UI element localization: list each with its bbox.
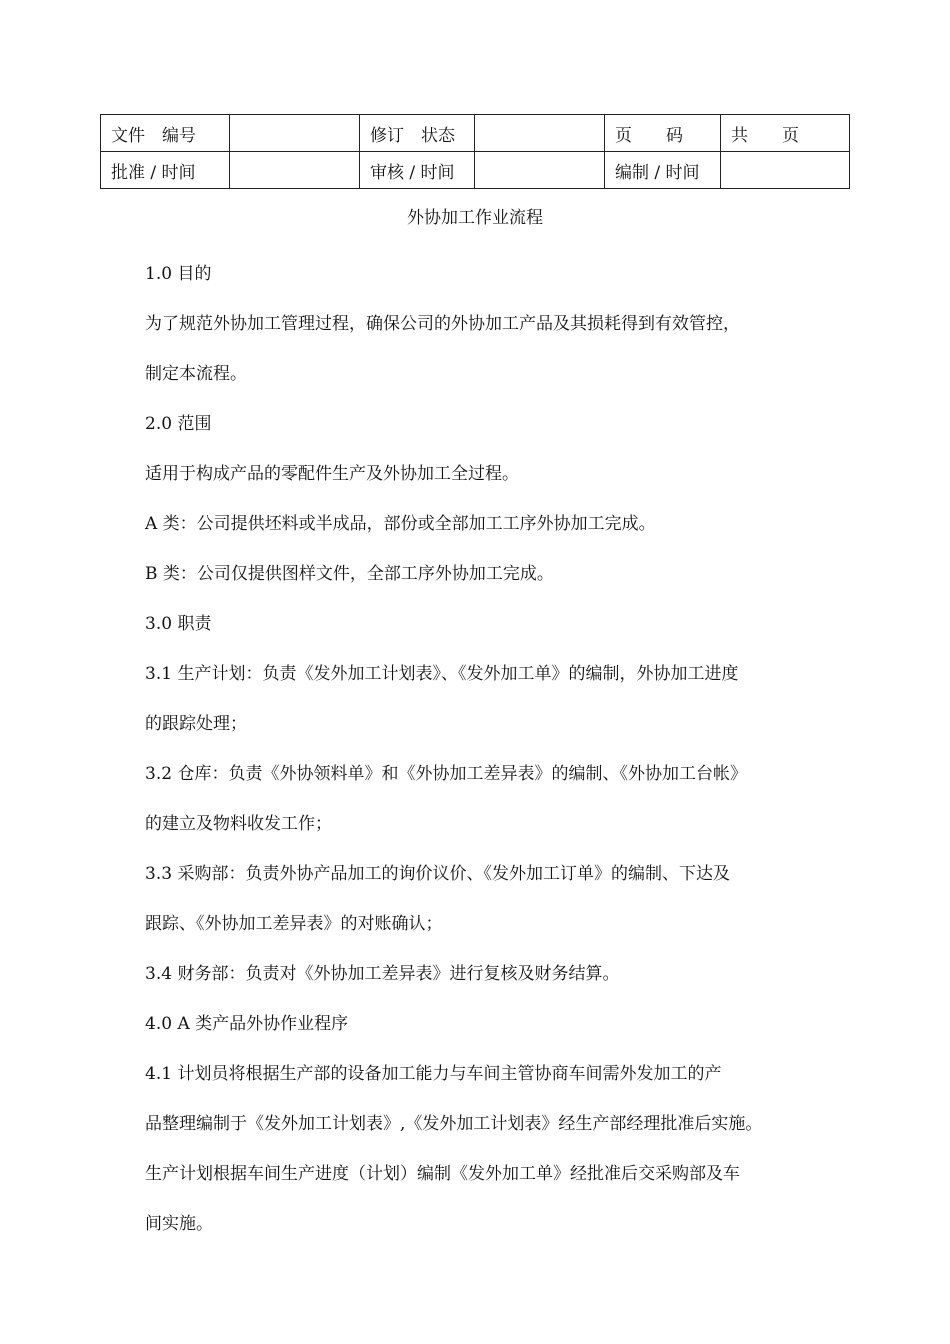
document-title: 外协加工作业流程 xyxy=(407,208,543,228)
review-time-label: 审核 / 时间 xyxy=(360,152,475,189)
body-line: 为了规范外协加工管理过程，确保公司的外协加工产品及其损耗得到有效管控， xyxy=(145,314,740,334)
body-line: 品整理编制于《发外加工计划表》,《发外加工计划表》经生产部经理批准后实施。 xyxy=(145,1114,763,1134)
file-number-label: 文件 编号 xyxy=(101,115,230,152)
page-total-value: 共 页 xyxy=(721,115,850,152)
body-line: 跟踪、《外协加工差异表》的对账确认； xyxy=(145,914,443,934)
body-line: 的建立及物料收发工作； xyxy=(145,814,332,834)
body-line: 1.0 目的 xyxy=(145,264,212,284)
compile-time-value xyxy=(721,152,850,189)
document-header-table xyxy=(100,114,850,189)
body-line: 3.0 职责 xyxy=(145,614,212,634)
body-line: 3.4 财务部：负责对《外协加工差异表》进行复核及财务结算。 xyxy=(145,964,620,984)
approve-time-label: 批准 / 时间 xyxy=(101,152,230,189)
revision-status-label: 修订 状态 xyxy=(360,115,475,152)
approve-time-value xyxy=(230,152,360,189)
header-row-2 xyxy=(101,152,850,189)
body-line: 适用于构成产品的零配件生产及外协加工全过程。 xyxy=(145,464,519,484)
body-line: 的跟踪处理； xyxy=(145,714,247,734)
body-line: 3.1 生产计划：负责《发外加工计划表》、《发外加工单》的编制，外协加工进度 xyxy=(145,664,739,684)
file-number-value xyxy=(230,115,360,152)
body-line: 制定本流程。 xyxy=(145,364,247,384)
body-line: 间实施。 xyxy=(145,1214,213,1234)
body-line: 3.3 采购部：负责外协产品加工的询价议价、《发外加工订单》的编制、下达及 xyxy=(145,864,730,884)
header-row-1 xyxy=(101,115,850,152)
compile-time-label: 编制 / 时间 xyxy=(605,152,721,189)
body-line: 4.0 A 类产品外协作业程序 xyxy=(145,1014,349,1034)
body-line: 生产计划根据车间生产进度（计划）编制《发外加工单》经批准后交采购部及车 xyxy=(145,1164,740,1184)
body-line: 2.0 范围 xyxy=(145,414,212,434)
body-line: B 类：公司仅提供图样文件，全部工序外协加工完成。 xyxy=(145,564,554,584)
body-line: 4.1 计划员将根据生产部的设备加工能力与车间主管协商车间需外发加工的产 xyxy=(145,1064,722,1084)
body-line: A 类：公司提供坯料或半成品，部份或全部加工工序外协加工完成。 xyxy=(145,514,656,534)
document-body xyxy=(145,249,825,1249)
review-time-value xyxy=(475,152,605,189)
body-line: 3.2 仓库：负责《外协领料单》和《外协加工差异表》的编制、《外协加工台帐》 xyxy=(145,764,747,784)
revision-status-value xyxy=(475,115,605,152)
page-number-label: 页 码 xyxy=(605,115,721,152)
